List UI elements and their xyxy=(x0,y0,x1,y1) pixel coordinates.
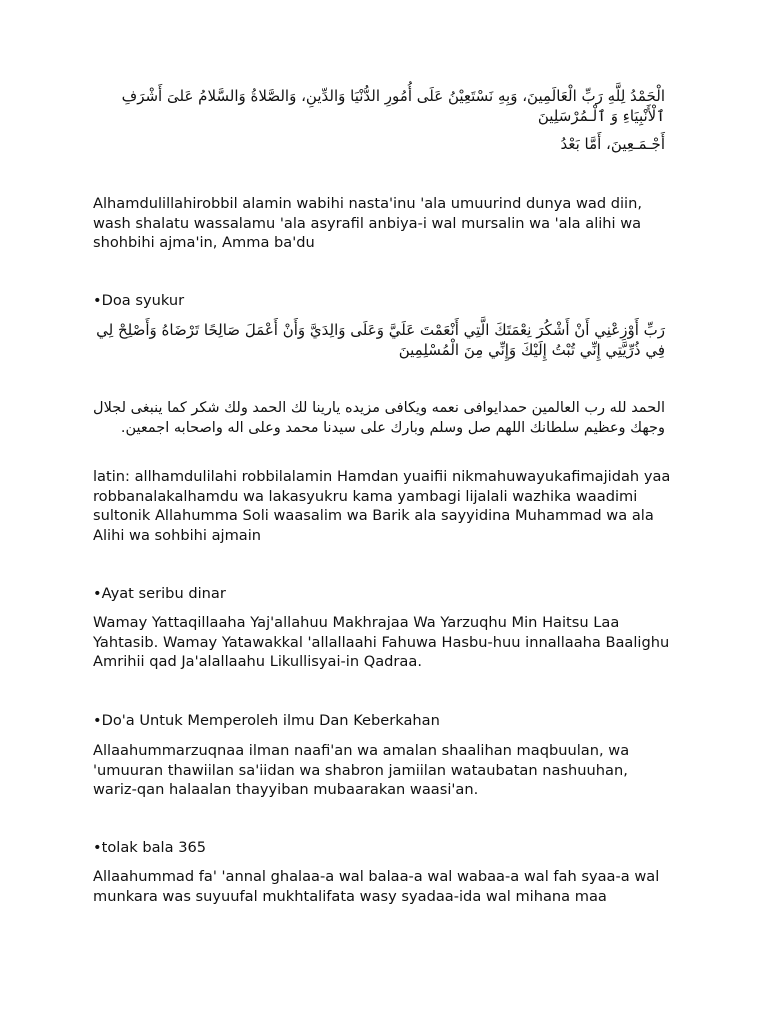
section-heading-doa-syukur: •Doa syukur xyxy=(93,292,185,309)
opening-arabic-line2: أَجْـمَـعِينَ، أَمَّا بَعْدُ xyxy=(560,135,665,153)
opening-latin-paragraph: Alhamdulillahirobbil alamin wabihi nasta'inu 'ala umuurind dunya wad diin, wash shalatu wassalamu 'ala asyrafil anbiya-i wal mursalin wa 'ala alihi wa shohbihi ajma'in, Amma ba'du xyxy=(93,195,642,252)
ayat-seribu-dinar-text: Wamay Yattaqillaaha Yaj'allahuu Makhrajaa Wa Yarzuqhu Min Haitsu Laa Yahtasib. Wamay Yatawakkal 'allallaahi Fahuwa Hasbu-huu innallaaha Baalighu Amrihii qad Ja'alallaahu Likullisyai-in Qadraa. xyxy=(93,614,670,671)
doa-syukur-arabic-hamd: الحمد لله رب العالمين حمدايوافى نعمه ويكافى مزيده يارينا لك الحمد ولك شكر كما ينبغى لجلال وجهك وعظيم سلطانك اللهم صل وسلم وبارك على سيدنا محمد وعلى اله واصحابه اجمعين. xyxy=(93,400,665,436)
section-heading-doa-ilmu: •Do'a Untuk Memperoleh ilmu Dan Keberkahan xyxy=(93,712,440,729)
section-heading-tolak-bala: •tolak bala 365 xyxy=(93,839,207,856)
tolak-bala-text: Allaahummad fa' 'annal ghalaa-a wal balaa-a wal wabaa-a wal fah syaa-a wal munkara was suyuufal mukhtalifata wasy syadaa-ida wal mihana maa xyxy=(93,868,660,905)
doa-syukur-arabic-verse: رَبِّ أَوْزِعْنِي أَنْ أَشْكُرَ نِعْمَتَكَ الَّتِي أَنْعَمْتَ عَلَيَّ وَعَلَى وَالِدَيَّ وَأَنْ أَعْمَلَ صَالِحًا تَرْضَاهُ وَأَصْلِحْ لِي فِي ذُرِّيَّتِي إِنِّي تُبْتُ إِلَيْكَ وَإِنِّي مِنَ الْمُسْلِمِينَ xyxy=(96,321,665,359)
doa-syukur-latin: latin: allhamdulilahi robbilalamin Hamdan yuaifii nikmahuwayukafimajidah yaa robbanalakalhamdu wa lakasyukru kama yambagi lijalali wazhika waadimi sultonik Allahumma Soli waasalim wa Barik ala sayyidina Muhammad wa ala Alihi wa sohbihi ajmain xyxy=(93,468,671,544)
doa-ilmu-text: Allaahummarzuqnaa ilman naafi'an wa amalan shaalihan maqbuulan, wa 'umuuran thawiilan sa'iidan wa shabron jamiilan wataubatan nashuuhan, wariz-qan halaalan thayyiban mubaarakan waasi'an. xyxy=(93,742,630,799)
section-heading-ayat-seribu-dinar: •Ayat seribu dinar xyxy=(93,585,226,602)
opening-arabic-line1: الْحَمْدُ لِلَّهِ رَبِّ الْعَالَمِينَ، وَبِهِ نَسْتَعِيْنُ عَلَى أُمُورِ الدُّنْيَا وَالدِّينِ، وَالصَّلاةُ وَالسَّلامُ عَلىَ أَشْرَفِ ٱلْأَنْبِيَاءِ وَ ٱلْـمُرْسَلِينَ xyxy=(121,87,665,125)
